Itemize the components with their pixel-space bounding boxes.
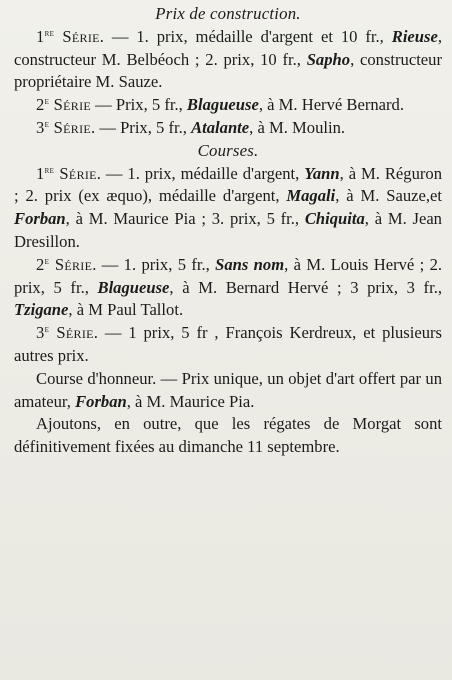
boat-name: Forban [14, 209, 66, 229]
boat-name: Yann [304, 163, 340, 183]
boat-name: Forban [75, 391, 127, 411]
boat-name: Sans nom [215, 254, 285, 274]
course-honneur-paragraph: Course d'honneur. — Prix unique, un objet d'art offert par un amateur, Forban, à M. Maurice Pia. [14, 368, 442, 411]
construction-serie-3: 3e Série. — Prix, 5 fr., Atalante, à M. Moulin. [36, 117, 346, 137]
construction-serie-1: 1re Série. — 1. prix, médaille d'argent et 10 fr., Rieuse, constructeur M. Belbéoch ; 2. prix, 10 fr., Sapho, constructeur propriétaire M. Sauze. [14, 26, 443, 92]
construction-serie-2: 2e Série — Prix, 5 fr., Blagueuse, à M. Hervé Bernard. [36, 95, 404, 115]
boat-name: Magali [286, 186, 336, 206]
serie-label: 2e Série [36, 254, 93, 274]
serie-label: 3e Série [36, 323, 94, 343]
serie-label: 1re Série [36, 163, 97, 183]
courses-serie-2: 2e Série. — 1. prix, 5 fr., Sans nom, à M. Louis Hervé ; 2. prix, 5 fr., Blagueuse, à M. Bernard Hervé ; 3 prix, 3 fr., Tzigane, à M Paul Tallot. [14, 254, 443, 320]
boat-name: Atalante [191, 117, 250, 137]
courses-serie-1: 1re Série. — 1. prix, médaille d'argent, Yann, à M. Réguron ; 2. prix (ex æquo), médaille d'argent, Magali, à M. Sauze,et Forban, à M. Maurice Pia ; 3. prix, 5 fr., Chiquita, à M. Jean Dresillon. [14, 163, 442, 251]
closing-paragraph: Ajoutons, en outre, que les régates de Morgat sont définitivement fixées au dimanche 11 septembre. [14, 414, 442, 457]
boat-name: Blagueuse [97, 277, 170, 297]
serie-label: 1re Série [36, 26, 100, 46]
boat-name: Sapho [306, 49, 351, 69]
heading-prix-construction: Prix de construction. [155, 4, 301, 23]
boat-name: Blagueuse [186, 95, 259, 115]
boat-name: Rieuse [391, 26, 438, 46]
serie-label: 3e Série [36, 117, 92, 137]
boat-name: Tzigane [14, 300, 69, 320]
serie-label: 2e Série [36, 95, 92, 115]
heading-courses: Courses. [197, 140, 259, 160]
courses-serie-3: 3e Série. — 1 prix, 5 fr , François Kerdreux, et plusieurs autres prix. [14, 323, 442, 365]
boat-name: Chiquita [304, 209, 365, 229]
